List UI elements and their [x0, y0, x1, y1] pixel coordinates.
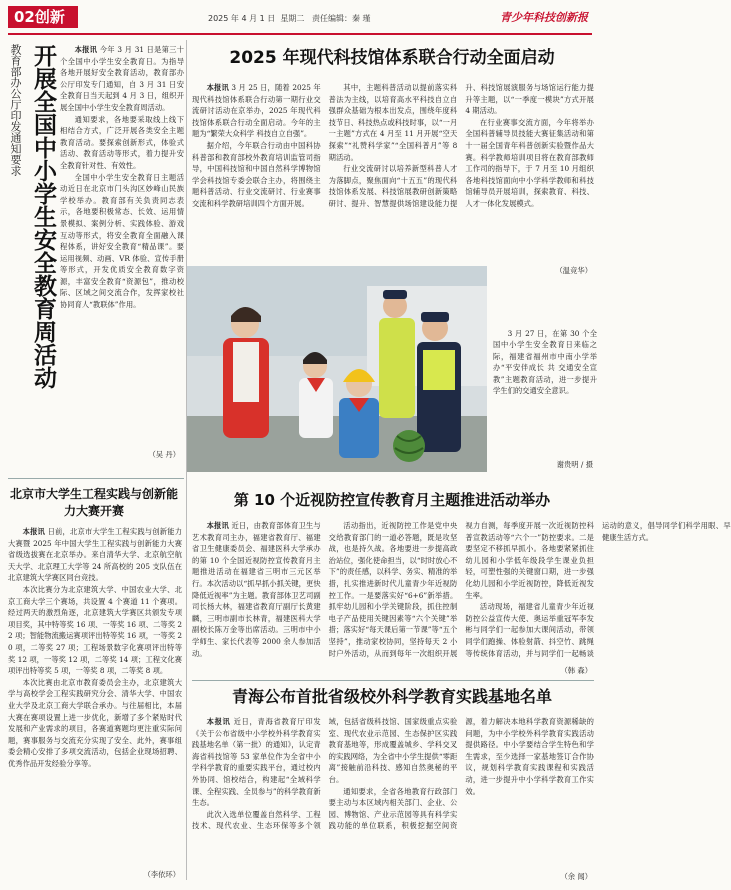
article-body: 本报讯 日前，北京市大学生工程实践与创新能力大赛暨 2025 年中国大学生工程实践与创新能力大赛省级选拔赛在北京举办。来自清华大学、北京航空航天大学、北京理工大学等 24 所高校的 205 支队伍在北京建筑大学赛区同台竞技。 本次比赛分为北京建筑大学、中国农业大学、北京工商大学三个赛场，共设置 4 个赛道 11 个赛项。经过两天的激烈角逐，北京建筑大学赛区共颁发专项项目奖，其中特等奖 16 项、一等奖 16 项、二等奖 22 项；智能物流搬运赛项评出特等奖 16 项，一等奖 20 项，二等奖 27 项；工程场景数字化赛项评出特等奖 12 项，一等奖 12 项，二等奖 14 项；工程文化赛项评出特等奖 5 项，一等奖 8 项，二等奖 8 项。 本次比赛由北京市教育委员会主办，北京建筑大学与高校学会工程实践研究分会、清华大学、中国农业大学及北京工商大学联合承办。与往届相比，本届大赛在赛项设置上进一步优化，新增了多个紧贴时代发展和产业需求的项目，各赛道赛题均更注重实际问题，赛事服务与交流充分实现了安全、此外，赛事组委会精心安排了多项交流活动，包括企业现场招聘、优秀作品开发经验分享等。	[8, 527, 183, 768]
article-byline: （温竞华）	[555, 266, 592, 275]
article-qinghai-bases	[192, 684, 594, 884]
article-myopia-month	[192, 482, 731, 678]
section-divider	[192, 680, 594, 681]
article-safety-week	[0, 38, 186, 478]
photo-credit: 谢贵明 / 摄	[556, 460, 593, 469]
article-headline: 2025 年现代科技馆体系联合行动全面启动	[229, 48, 555, 68]
section-badge	[8, 6, 78, 28]
article-kicker: 教育部办公厅印发通知要求	[9, 44, 22, 176]
article-engineering-contest	[4, 482, 184, 882]
article-headline: 开展全国中小学生安全教育周活动	[30, 44, 56, 389]
article-byline: （韩 森）	[560, 666, 592, 675]
article-body: 本报讯 近日，由教育部体育卫生与艺术教育司主办，福建省教育厅、福建省卫生健康委员会、福建医科大学承办的第 10 个全国近视防控宣传教育月主题推进活动在福建省三明市三元区举行。本次活动以“抓早抓小抓关键，更快降低近视率”为主题。教育部体卫艺司副司长杨大林，福建省教育厅副厅长黄建麟，三明市副市长林青，福建医科大学副校长陈万金等出席活动。三明市中小学师生、家长代表等 2000 余人参加活动。 活动指出，近视防控工作是党中央交给教育部门的一道必答题，既是攻坚战，也是持久战。各地要进一步提高政治站位，强化使命担当，以“时时放心不下”的责任感，以科学、务实、精准的举措，扎实推进新时代儿童青少年近视防控工作。一是要落实好“6+6”新举措。抓牢幼儿园和小学关键阶段，抓住控制电子产品使用关键因素等“六个关键”举措；落实好“每天课后第一节课”等“五个坚持”，推动家校协同，坚持每天 2 小时户外活动，从而到每年一次组织开展视力自测，每季度开展一次近视防控科普宣教活动等“六个一”防控要求。二是要坚定不移抓早抓小。各地要紧紧抓住幼儿园和小学低年级段学生课业负担轻，可塑性强的关键窗口期，进一步强化幼儿园和小学近视防控，降低近视发生率。 活动现场，福建省儿童青少年近视防控公益宣传大使、奥运举重冠军李发彬与同学们一起参加大课间活动，带领同学们跑操、体验射箭、抖空竹、跳绳等传统体育活动，并与同学们一起畅谈运动的意义，倡导同学们科学用眼、早健康生活方式。	[192, 521, 731, 658]
section-name: 创新	[34, 8, 65, 26]
masthead	[0, 0, 600, 36]
article-body: 本报讯 近日，青海省教育厅印发《关于公布省级中小学校外科学教育实践基地名单（第一批）的通知》，认定青海省科技馆等 53 家单位作为全省中小学科学教育的重要实践平台，通过校内外协同、馆校结合，构建起“全域科学课、全程实践、全员参与”的科学教育新生态。 此次入选单位覆盖自然科学、工程技术、现代农业、生态环保等多个领域，包括省级科技馆、国家级重点实验室、现代农业示范园、生态保护区实践教育基地等，形成覆盖城乡、学科交叉的实践网络，为全省中小学生提供“零距离”接触前沿科技、感知自然奥秘的平台。 通知要求，全省各地教育行政部门要主动与本区域内相关部门、企业、公园、博物馆、产业示范园等具有科学实践功能的单位联系，积极挖掘空间资源，着力解决本地科学教育资源稀缺的问题，为中小学校外科学教育实践活动提供路径。中小学要结合学生特色和学生需求，至少选择一家基地签订合作协议，规划科学教育实践课程和实践活动，进一步提升中小学科学教育工作实效。	[192, 717, 594, 831]
masthead-date: 2025 年 4 月 1 日 星期二 责任编辑：秦 瑾	[208, 14, 371, 23]
article-headline: 北京市大学生工程实践与创新能力大赛开赛	[9, 487, 178, 518]
article-byline: （吴 丹）	[148, 450, 180, 459]
paper-name: 青少年科技创新报	[500, 11, 588, 24]
article-headline: 青海公布首批省级校外科学教育实践基地名单	[231, 687, 552, 706]
article-body: 本报讯 3 月 25 日，随着 2025 年现代科技馆体系联合行动第一期行业交流研讨活动在京举办，2025 年现代科技馆体系联合行动全面启动。今年的主题为“繁荣大众科学 科技自立自强”。 据介绍，今年联合行动由中国科协科普部和教育部校外教育培训监管司指导，中国科技馆和中国自然科学博物馆学会科技馆专委会联合主办，将围绕主题科普活动、行业交流研讨、行业赛事交流和科学教研培训四个方面开展。 其中，主题科普活动以提前落实科普法为主线，以培育高水平科技自立自强群众基础为根本出发点，围绕年度科技节日、科技热点或科技时事，以“一月一主题”方式在 4 月至 11 月开展“空天探索”“礼赞科学家”“全国科普月”等 8 期活动。 行业交流研讨以培养新型科普人才为落脚点，聚焦面向“十五五”的现代科技馆体系发展、科技馆展教研创新策略研讨、提升、智慧提供场馆建设能力提升、科技馆展演服务与场馆运行能力提升等主题，以“一季度一模块”方式开展 4 期活动。 在行业赛事交流方面，今年将举办全国科普辅导员技能大赛征集活动和第十一届全国青年科普创新实验暨作品大赛。科学教师培训项目将在教育部教师工作司的指导下，于 7 月至 10 月组织各地科技馆面向中小学科学教师和科技馆辅导员开展培训，探索教育、科技、人才一体化发展模式。	[192, 83, 594, 208]
news-photo	[187, 266, 598, 472]
section-divider	[8, 478, 184, 479]
page-number: 02	[14, 8, 35, 26]
article-byline: （余 闻）	[560, 872, 592, 881]
masthead-rule	[8, 33, 592, 35]
article-science-museum	[192, 38, 594, 275]
article-byline: （李依环）	[143, 870, 180, 879]
article-headline: 第 10 个近视防控宣传教育月主题推进活动举办	[233, 491, 551, 509]
photo-caption: 3 月 27 日，在第 30 个全国中小学生安全教育日来临之际，福建省福州市中南小学举办“平安伴成长 共 交通安全宣教”主题教育活动，进一步提升学生们的交通安全意识。	[493, 329, 597, 396]
photo-image	[187, 266, 487, 472]
article-body: 本报讯 今年 3 月 31 日是第三十个全国中小学生安全教育日。为指导各地开展好安全教育活动，教育部办公厅印发专门通知，自 3 月 31 日安全教育日当天起到 4 月 3 日，组织开展全国中小学生安全教育周活动。 通知要求，各地要采取线上线下相结合方式，广泛开展各类安全主题教育活动。要探索创新形式，体验式活动、教育活动等形式，着力提升安全教育针对性、有效性。 全国中小学生安全教育日主题活动近日在北京市门头沟区妙峰山民族学校举办。教育部有关负责同志表示，各地要积极常态、长效、运用情景模拟、案例分析、实践体验、游戏互动等形式，将安全教育全面融入课程体系，讲好安全教育“精品课”。要运用视频、动画、VR 体验、宣传手册等形式，开发优质安全教育数字资源，丰富安全教育“资源包”，推动校际、区域之间交流合作，发挥家校社协同育人“教联体”作用。	[60, 45, 184, 310]
